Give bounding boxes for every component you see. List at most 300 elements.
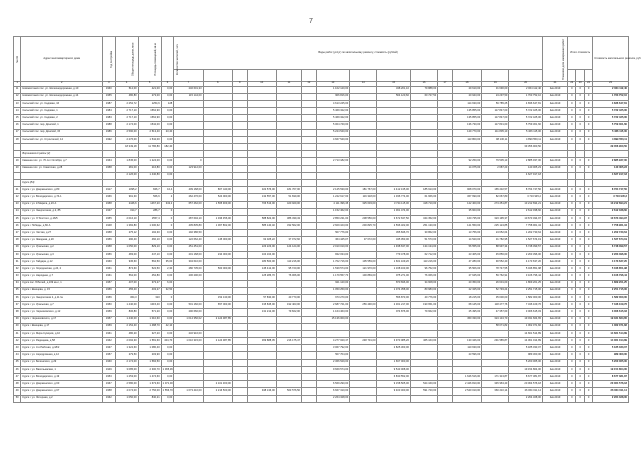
cell-c3 xyxy=(232,108,247,115)
cell-d: 4кв.2019 xyxy=(542,359,567,366)
cell-c3 xyxy=(232,115,247,122)
cell-addr xyxy=(21,144,103,151)
cell-c10 xyxy=(410,345,437,352)
cell-c9 xyxy=(377,395,411,402)
cell-zero: 0 xyxy=(576,374,584,381)
cell-c4 xyxy=(247,93,276,100)
cell-r: 0,00 xyxy=(161,302,174,309)
cell-a: 290,40 xyxy=(115,237,138,244)
cell-a: 2446,6 xyxy=(115,201,138,208)
cell-zero: 0 xyxy=(584,158,592,165)
cell-c13 xyxy=(482,208,509,215)
cell-t: 1 202 730,64 xyxy=(593,230,629,237)
cell-c14: 1 527 674,19 xyxy=(509,237,543,244)
cell-c14: 7 346 109,76 xyxy=(509,302,543,309)
cell-zero: 0 xyxy=(584,259,592,266)
cell-a: 314,7 xyxy=(115,208,138,215)
cell-c4 xyxy=(247,144,276,151)
cell-zero: 0 xyxy=(568,388,576,395)
cell-c9 xyxy=(377,129,411,136)
table-row xyxy=(14,100,629,107)
cell-t: 6 748 099,57 xyxy=(593,244,629,251)
cell-year: 1953 xyxy=(103,374,116,381)
cell-c5: 79 662,00 xyxy=(276,309,301,316)
header-residents: Количество жителей, чел. xyxy=(161,37,174,82)
cell-d: 4кв.2019 xyxy=(542,273,567,280)
cell-n: 24 xyxy=(14,208,21,215)
cell-c11 xyxy=(438,244,453,251)
cell-c9: 455 846,70 xyxy=(377,230,411,237)
cell-c13: 52 793,24 xyxy=(482,287,509,294)
table-body xyxy=(14,86,629,402)
cell-c2 xyxy=(203,115,232,122)
cell-zero: 0 xyxy=(584,330,592,337)
cell-c7: 507 776,00 xyxy=(316,230,350,237)
cell-a: 279,50 xyxy=(115,352,138,359)
cell-d: 4кв.2019 xyxy=(542,244,567,251)
cell-c7 xyxy=(316,144,350,151)
header-address: Адрес многоквартирного дома xyxy=(21,37,103,82)
cell-c11 xyxy=(438,208,453,215)
cell-b: 373,27 xyxy=(138,280,161,287)
cell-c13: 291 585,87 xyxy=(482,338,509,345)
cell-r: 2 xyxy=(161,194,174,201)
cell-c12: 56 555,00 xyxy=(452,244,481,251)
cell-n: 33 xyxy=(14,273,21,280)
cell-zero: 0 xyxy=(584,194,592,201)
cell-zero: 0 xyxy=(576,208,584,215)
cell-c13: 90 552,40 xyxy=(482,259,509,266)
cell-t: 4 173 637,20 xyxy=(593,259,629,266)
cell-c7: 1 102 120,00 xyxy=(316,86,350,93)
cell-c4 xyxy=(247,136,276,143)
cell-c11 xyxy=(438,287,453,294)
cell-c11 xyxy=(438,237,453,244)
cell-d: 4кв.2019 xyxy=(542,187,567,194)
cell-c13 xyxy=(482,366,509,373)
cell-c14: 14 061 014,89 xyxy=(509,338,543,345)
cell-t xyxy=(593,151,629,158)
cell-c2 xyxy=(203,244,232,251)
cell-zero: 0 xyxy=(576,244,584,251)
cell-c3 xyxy=(232,122,247,129)
cell-zero: 0 xyxy=(584,395,592,402)
cell-d: 4кв.2019 xyxy=(542,122,567,129)
cell-c1: 1 010 315,00 xyxy=(174,338,203,345)
cell-c8 xyxy=(350,144,377,151)
cell-c7: 1 179 557,70 xyxy=(316,273,350,280)
cell-c12: 23 596,00 xyxy=(452,352,481,359)
cell-c1: 657 462,00 xyxy=(174,201,203,208)
header-area-total: Общая площадь дома, кв.м xyxy=(115,37,138,82)
cell-zero: 0 xyxy=(584,237,592,244)
cell-c6 xyxy=(302,230,317,237)
cell-c9 xyxy=(377,115,411,122)
cell-c3 xyxy=(232,230,247,237)
cell-c3 xyxy=(232,144,247,151)
cell-b: 1 440,80 xyxy=(138,172,161,179)
cell-c6 xyxy=(302,158,317,165)
cell-year: 1956 xyxy=(103,251,116,258)
cell-zero: 0 xyxy=(568,223,576,230)
cell-c13: 323 195,37 xyxy=(482,215,509,222)
cell-c4 xyxy=(247,86,276,93)
cell-c8 xyxy=(350,359,377,366)
cell-a: 1095,2 xyxy=(115,187,138,194)
cell-c3 xyxy=(232,172,247,179)
cell-zero: 0 xyxy=(576,330,584,337)
cell-r: 0,00 xyxy=(161,165,174,172)
cell-c10 xyxy=(410,144,437,151)
cell-c1 xyxy=(174,129,203,136)
cell-c14: 14 661 514,89 xyxy=(509,330,543,337)
cell-t: 3 106 796,44 xyxy=(593,273,629,280)
cell-c2 xyxy=(203,345,232,352)
cell-b: 1015,40 xyxy=(138,302,161,309)
cell-addr: Курск г. ул. Уральская, д.7 xyxy=(21,302,103,309)
cell-a: 1 050,00 xyxy=(115,395,138,402)
cell-c7: 2 366 529,00 xyxy=(316,359,350,366)
cell-addr: Курск г. ул. Литерная, д.2 xyxy=(21,395,103,402)
cell-c9: 779 478,00 xyxy=(377,251,411,258)
cell-c6 xyxy=(302,165,317,172)
header-year: Год постройки xyxy=(103,37,116,82)
cell-c8 xyxy=(350,244,377,251)
cell-zero: 0 xyxy=(576,359,584,366)
cell-c11 xyxy=(438,266,453,273)
cell-c11 xyxy=(438,309,453,316)
cell-r: 2,30 xyxy=(161,266,174,273)
cell-d: 4кв.2019 xyxy=(542,345,567,352)
cell-c8 xyxy=(350,395,377,402)
cell-a: 2 016,10 xyxy=(115,215,138,222)
cell-c8 xyxy=(350,316,377,323)
cell-a: 562,00 xyxy=(115,273,138,280)
cell-c9 xyxy=(377,151,411,158)
cell-c6 xyxy=(302,266,317,273)
cell-c9 xyxy=(377,144,411,151)
cell-r xyxy=(161,151,174,158)
table-row xyxy=(14,316,629,323)
cell-c7 xyxy=(316,151,350,158)
cell-c11 xyxy=(438,316,453,323)
cell-c14: 3 716 945,2 xyxy=(509,194,543,201)
table-row xyxy=(14,273,629,280)
cell-r: 0,00 xyxy=(161,93,174,100)
cell-d: 4кв.2019 xyxy=(542,259,567,266)
cell-r: 0,00 xyxy=(161,108,174,115)
cell-c3 xyxy=(232,165,247,172)
table-row xyxy=(14,352,629,359)
cell-c3 xyxy=(232,273,247,280)
table-row xyxy=(14,323,629,330)
cell-d: 4кв.2019 xyxy=(542,237,567,244)
cell-c7: 2 125 530,00 xyxy=(316,187,350,194)
cell-c10 xyxy=(410,115,437,122)
cell-b: 1 581,60 xyxy=(138,338,161,345)
cell-c13: 45 856,00 xyxy=(482,251,509,258)
cell-b: 11 786,80 xyxy=(138,144,161,151)
cell-c4: 180 500,00 xyxy=(247,259,276,266)
cell-d: 4кв.2019 xyxy=(542,266,567,273)
cell-a: 1 845,00 xyxy=(115,158,138,165)
cell-c11 xyxy=(438,187,453,194)
cell-zero: 0 xyxy=(568,86,576,93)
cell-c2 xyxy=(203,108,232,115)
cell-c14: 4 836 647,81 xyxy=(509,100,543,107)
cell-b: 571,20 xyxy=(138,309,161,316)
cell-c13: 59 785,25 xyxy=(482,100,509,107)
cell-t: 39 356 900,50 xyxy=(593,144,629,151)
cell-c8 xyxy=(350,122,377,129)
cell-c7: 5 469 322,00 xyxy=(316,115,350,122)
table-row xyxy=(14,259,629,266)
cell-c5 xyxy=(276,381,301,388)
cell-c7: 2 010 010,00 xyxy=(316,244,350,251)
cell-c3 xyxy=(232,215,247,222)
cell-c1 xyxy=(174,381,203,388)
cell-b: 1 010,60 xyxy=(138,316,161,323)
cell-a: 364,3 xyxy=(115,294,138,301)
cell-c5: 332 562,00 xyxy=(276,223,301,230)
cell-zero: 0 xyxy=(584,273,592,280)
cell-c12 xyxy=(452,366,481,373)
cell-n: 47 xyxy=(14,374,21,381)
subtotal-row xyxy=(14,172,629,179)
cell-c6 xyxy=(302,201,317,208)
cell-zero: 0 xyxy=(576,294,584,301)
cell-a: 2 174,00 xyxy=(115,359,138,366)
cell-zero: 0 xyxy=(568,266,576,273)
cell-n: 12 xyxy=(14,93,21,100)
cell-c8 xyxy=(350,287,377,294)
cell-b: 327,20 xyxy=(138,330,161,337)
cell-c14: 39 356 900,50 xyxy=(509,144,543,151)
cell-c13: 171 313,87 xyxy=(482,374,509,381)
cell-c14: 19 031 664,65 xyxy=(509,316,543,323)
section-row xyxy=(14,151,629,158)
cell-year: 1958 xyxy=(103,388,116,395)
cell-year: 1937 xyxy=(103,208,116,215)
cell-zero: 0 xyxy=(584,388,592,395)
cell-c14: 19 154 804,00 xyxy=(509,366,543,373)
cell-c9 xyxy=(377,316,411,323)
cell-t: 26 064 011,14 xyxy=(593,388,629,395)
cell-c9: 1 601 109,20 xyxy=(377,259,411,266)
cell-c1: 246 601,33 xyxy=(174,86,203,93)
cell-c9: 1 061 474,00 xyxy=(377,208,411,215)
cell-c8 xyxy=(350,280,377,287)
cell-year: 1917 xyxy=(103,187,116,194)
cell-n: 22 xyxy=(14,194,21,201)
cell-c9 xyxy=(377,172,411,179)
cell-addr: Курск г. ул. Дзержинского, д.80 xyxy=(21,187,103,194)
cell-r: 0,00 xyxy=(161,115,174,122)
cell-c6 xyxy=(302,345,317,352)
cell-c5 xyxy=(276,144,301,151)
cell-zero: 0 xyxy=(568,136,576,143)
table-row xyxy=(14,122,629,129)
cell-c8 xyxy=(350,115,377,122)
cell-c6 xyxy=(302,136,317,143)
cell-b: 403,27 xyxy=(138,287,161,294)
cell-c13: 111 805,10 xyxy=(482,129,509,136)
cell-b: 1 488,70 xyxy=(138,323,161,330)
cell-n xyxy=(14,151,21,158)
cell-c1: 206 290,00 xyxy=(174,273,203,280)
cell-zero: 0 xyxy=(576,187,584,194)
cell-c1: 1 014 350,02 xyxy=(174,316,203,323)
cell-c7: 673 270,00 xyxy=(316,294,350,301)
cell-c5 xyxy=(276,359,301,366)
cell-c10: 134 134,00 xyxy=(410,244,437,251)
cell-b: 1 030,62 xyxy=(138,223,161,230)
cell-c4 xyxy=(247,316,276,323)
cell-c1: 451 451,00 xyxy=(174,244,203,251)
cell-c14: 1 062 071,82 xyxy=(509,323,543,330)
cell-c3 xyxy=(232,86,247,93)
cell-c10: 465 163,00 xyxy=(410,338,437,345)
cell-r: 0,00 xyxy=(161,251,174,258)
cell-c5 xyxy=(276,158,301,165)
cell-c3 xyxy=(232,395,247,402)
cell-r: 32,50 xyxy=(161,287,174,294)
cell-a: 2 174,00 xyxy=(115,122,138,129)
cell-c12: 450 330,00 xyxy=(452,316,481,323)
table-row xyxy=(14,230,629,237)
cell-zero xyxy=(568,172,576,179)
cell-zero: 0 xyxy=(568,93,576,100)
cell-c14: 26 064 011,14 xyxy=(509,388,543,395)
cell-n: 46 xyxy=(14,366,21,373)
cell-c12: 20 943,00 xyxy=(452,93,481,100)
cell-c14: 2 264 328,00 xyxy=(509,395,543,402)
cell-c1 xyxy=(174,122,203,129)
cell-c7: 2 687 721,00 xyxy=(316,302,350,309)
table-row xyxy=(14,251,629,258)
cell-c7: 3 067 792,00 xyxy=(316,345,350,352)
cell-zero xyxy=(584,144,592,151)
cell-c6 xyxy=(302,302,317,309)
cell-r: 1 071,00 xyxy=(161,381,174,388)
cell-c9: 975 271,00 xyxy=(377,273,411,280)
cell-t: 2 251 715,00 xyxy=(593,287,629,294)
cell-c11 xyxy=(438,194,453,201)
cell-t: 2 885 937,00 xyxy=(593,158,629,165)
cell-addr: Курск г. ул. Васильевская, 1 xyxy=(21,366,103,373)
cell-zero: 0 xyxy=(576,129,584,136)
cell-c12 xyxy=(452,323,481,330)
cell-c2 xyxy=(203,366,232,373)
cell-c4 xyxy=(247,179,276,186)
cell-zero: 0 xyxy=(568,201,576,208)
cell-c13 xyxy=(482,144,509,151)
cell-zero: 0 xyxy=(576,194,584,201)
cell-t: 14 661 514,89 xyxy=(593,330,629,337)
cell-year xyxy=(103,179,116,186)
cell-a: 2 092,30 xyxy=(115,338,138,345)
cell-c7: 1 702 716,00 xyxy=(316,259,350,266)
cell-c12: 130 346,00 xyxy=(452,338,481,345)
cell-zero: 0 xyxy=(584,366,592,373)
cell-c1 xyxy=(174,374,203,381)
cell-year: 1948 xyxy=(103,223,116,230)
cell-c3 xyxy=(232,266,247,273)
cell-c4: 132 557,00 xyxy=(247,194,276,201)
cell-t: 5 722 425,00 xyxy=(593,115,629,122)
cell-t xyxy=(593,179,629,186)
cell-c5 xyxy=(276,86,301,93)
cell-c2 xyxy=(203,179,232,186)
cell-c7: 15 136 000,00 xyxy=(316,316,350,323)
column-number: 6 xyxy=(161,82,174,87)
cell-c4 xyxy=(247,352,276,359)
cell-c8 xyxy=(350,374,377,381)
cell-c1: 501 160,00 xyxy=(174,302,203,309)
cell-c10 xyxy=(410,374,437,381)
cell-c2 xyxy=(203,172,232,179)
cell-c12: 22 325,00 xyxy=(452,287,481,294)
cell-n: 26 xyxy=(14,223,21,230)
cell-c9: 1 168 163,00 xyxy=(377,266,411,273)
cell-c8 xyxy=(350,93,377,100)
cell-c10: 61 666,00 xyxy=(410,194,437,201)
cell-zero: 0 xyxy=(576,266,584,273)
cell-b: 2 756,00 xyxy=(138,388,161,395)
cell-c5: 76 066,00 xyxy=(276,273,301,280)
cell-n: 18 xyxy=(14,136,21,143)
cell-c2: 145 000,00 xyxy=(203,237,232,244)
cell-zero: 0 xyxy=(568,158,576,165)
cell-c13 xyxy=(482,395,509,402)
cell-c3 xyxy=(232,294,247,301)
cell-zero xyxy=(584,172,592,179)
cell-c1 xyxy=(174,323,203,330)
cell-t: 8 677 381,87 xyxy=(593,374,629,381)
cell-year: 1937 xyxy=(103,345,116,352)
cell-c9: 870 696,00 xyxy=(377,280,411,287)
cell-d: 4кв.2019 xyxy=(542,280,567,287)
cell-b: 452,80 xyxy=(138,273,161,280)
cell-c1 xyxy=(174,179,203,186)
cell-c8 xyxy=(350,381,377,388)
table-row xyxy=(14,187,629,194)
cell-addr: Курск г. ул. Володарского, д.19 xyxy=(21,374,103,381)
cell-zero: 0 xyxy=(568,115,576,122)
cell-c2: 2 124 087,85 xyxy=(203,316,232,323)
cell-c7: 2 713 182,00 xyxy=(316,158,350,165)
cell-addr: Курск г. ул. Уральская, д.3 xyxy=(21,251,103,258)
cell-c13 xyxy=(482,330,509,337)
cell-c3 xyxy=(232,158,247,165)
cell-c5 xyxy=(276,345,301,352)
cell-zero: 0 xyxy=(584,287,592,294)
cell-year: 1958 xyxy=(103,165,116,172)
cell-zero: 0 xyxy=(568,280,576,287)
cell-c12 xyxy=(452,330,481,337)
cell-c1: 115 144,00 xyxy=(174,93,203,100)
cell-n: 32 xyxy=(14,266,21,273)
cell-c11 xyxy=(438,388,453,395)
cell-b: 192,30 xyxy=(138,230,161,237)
cell-c11 xyxy=(438,359,453,366)
cell-t: 13 212 694,21 xyxy=(593,201,629,208)
cell-zero: 0 xyxy=(568,237,576,244)
cell-t: 4 836 647,81 xyxy=(593,100,629,107)
cell-c7: 2 609 103,00 xyxy=(316,223,350,230)
cell-c7: 6 667 310,00 xyxy=(316,388,350,395)
cell-c12: 135 855,00 xyxy=(452,108,481,115)
